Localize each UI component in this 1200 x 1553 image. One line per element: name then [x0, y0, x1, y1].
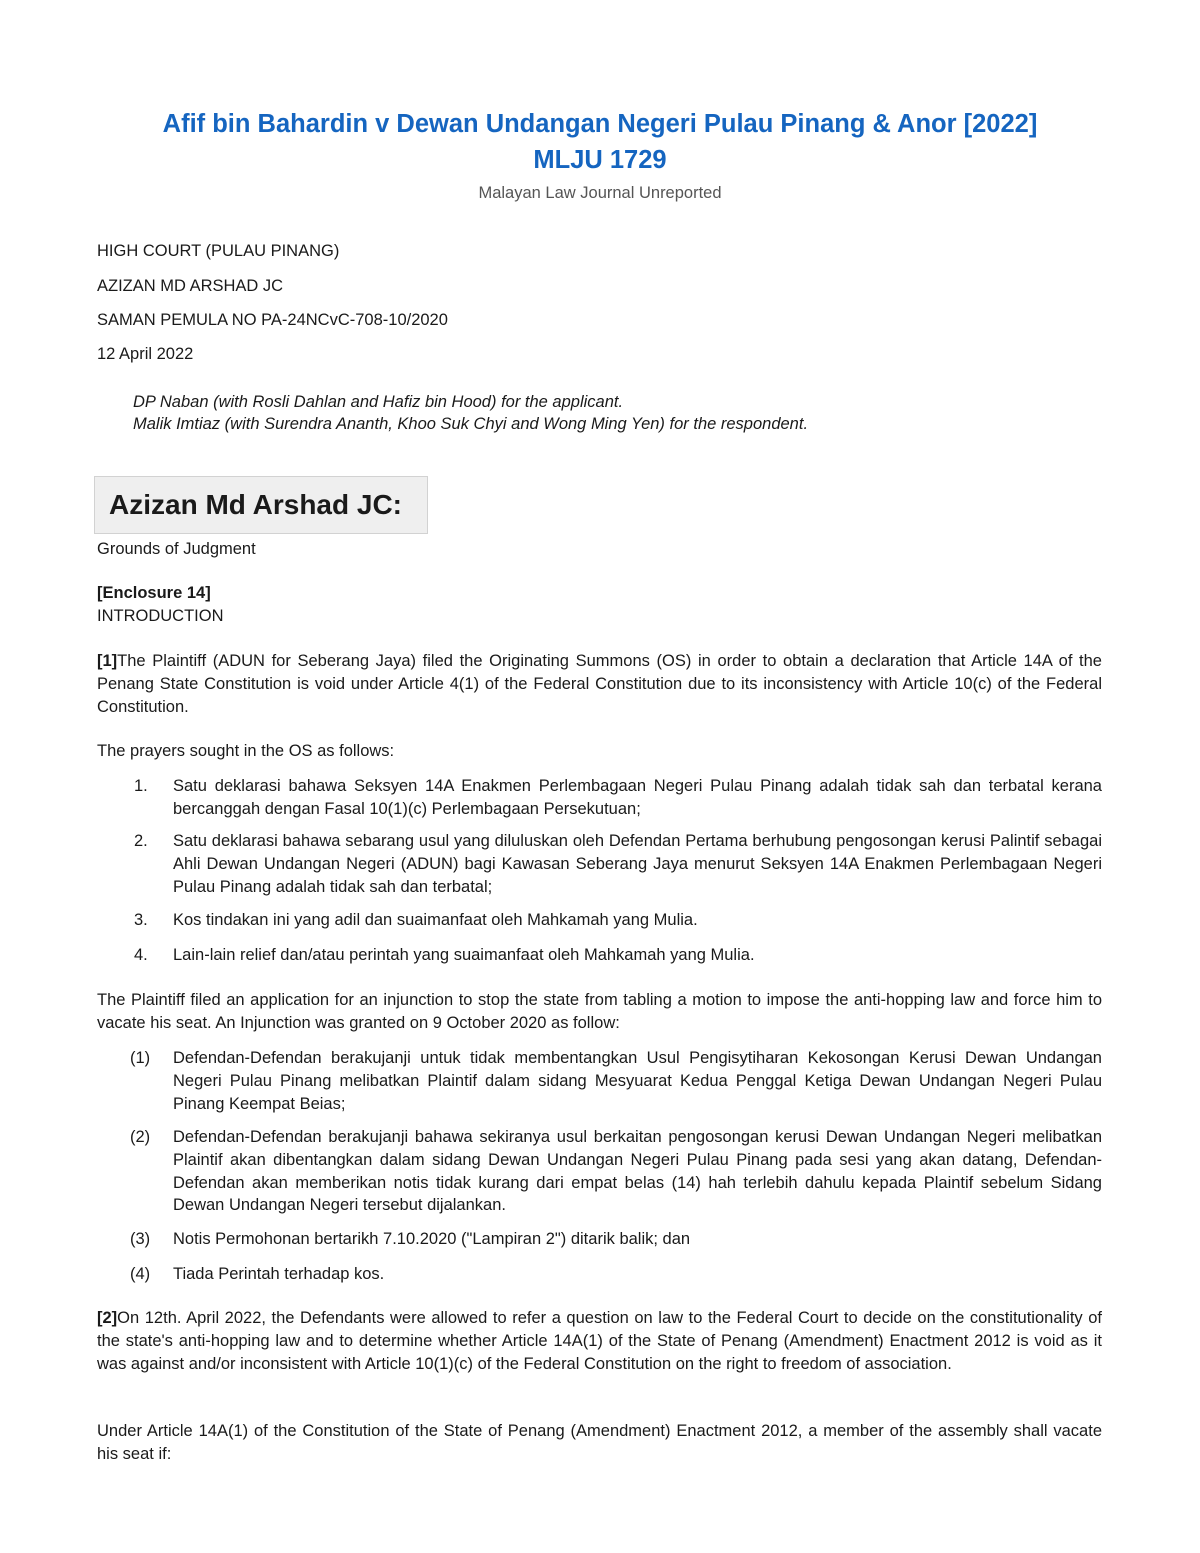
judge-heading-box [94, 476, 428, 534]
list-item-number: 3. [134, 911, 148, 929]
counsel-respondent: Malik Imtiaz (with Surendra Ananth, Khoo Suk Chyi and Wong Ming Yen) for the respondent. [133, 415, 809, 433]
list-item-text: Lain-lain relief dan/atau perintah yang suaimanfaat oleh Mahkamah yang Mulia. [173, 946, 755, 964]
case-title-line1: Afif bin Bahardin v Dewan Undangan Negeri Pulau Pinang & Anor [2022] [162, 110, 1038, 138]
list-item-text: Defendan-Defendan berakujanji bahawa sekiranya usul berkaitan pengosongan kerusi Dewan Undangan Negeri melibatkan Plaintif akan dibentangkan dalam sidang Dewan Undangan Negeri Pulau Pinang pada sesi yang akan datang, Defendan-Defendan akan memberikan notis tidak kurang dari empat belas (14) hah terlebih dahulu kepada Plaintif sebelum Sidang Dewan Undangan Negeri tersebut dijalankan. [173, 1128, 1102, 1215]
counsel-block [133, 391, 808, 435]
case-title-line2: MLJU 1729 [533, 146, 667, 174]
grounds-of-judgment: Grounds of Judgment [97, 540, 256, 558]
paragraph-1-text: The Plaintiff (ADUN for Seberang Jaya) filed the Originating Summons (OS) in order to obtain a declaration that Article 14A of the Penang State Constitution is void under Article 4(1) of the Federal Constitution due to its inconsistency with Article 10(c) of the Federal Constitution. [97, 652, 1102, 716]
list-item-number: (4) [130, 1265, 151, 1283]
judgment-date: 12 April 2022 [97, 345, 194, 363]
case-number: SAMAN PEMULA NO PA-24NCvC-708-10/2020 [97, 311, 448, 329]
list-item-text: Kos tindakan ini yang adil dan suaimanfaat oleh Mahkamah yang Mulia. [173, 911, 698, 929]
paragraph-2 [97, 1307, 1102, 1375]
introduction-heading: INTRODUCTION [97, 606, 224, 625]
list-item-text: Tiada Perintah terhadap kos. [173, 1265, 385, 1283]
list-item-text: Notis Permohonan bertarikh 7.10.2020 ("Lampiran 2") ditarik balik; dan [173, 1230, 691, 1248]
prayers-intro: The prayers sought in the OS as follows: [97, 742, 395, 760]
list-item-number: 2. [134, 832, 148, 850]
counsel-applicant: DP Naban (with Rosli Dahlan and Hafiz bin Hood) for the applicant. [133, 393, 624, 411]
enclosure-label: [Enclosure 14] [97, 584, 211, 602]
list-item-number: (1) [130, 1049, 151, 1067]
paragraph-2-ref: [2] [97, 1309, 118, 1327]
list-item-text: Satu deklarasi bahawa sebarang usul yang diluluskan oleh Defendan Pertama berhubung pengosongan kerusi Palintif sebagai Ahli Dewan Undangan Negeri (ADUN) bagi Kawasan Seberang Jaya menurut Seksyen 14A Enakmen Perlembagaan Negeri Pulau Pinang adalah tidak sah dan terbatal; [173, 832, 1102, 896]
paragraph-2-text: On 12th. April 2022, the Defendants were allowed to refer a question on law to the Federal Court to decide on the constitutionality of the state's anti-hopping law and to determine whether Article 14A(1) of the State of Penang (Amendment) Enactment 2012 is void as it was against and/or inconsistent with Article 10(1)(c) of the Federal Constitution on the right to freedom of association. [97, 1309, 1102, 1373]
list-item-number: 4. [134, 946, 148, 964]
list-item-text: Defendan-Defendan berakujanji untuk tidak membentangkan Usul Pengisytiharan Kekosongan Kerusi Dewan Undangan Negeri Pulau Pinang melibatkan Plaintif dalam sidang Mesyuarat Kedua Penggal Ketiga Dewan Undangan Negeri Pulau Pinang Keempat Beias; [173, 1049, 1102, 1113]
list-item-number: (2) [130, 1128, 151, 1146]
paragraph-3: Under Article 14A(1) of the Constitution of the State of Penang (Amendment) Enactment 2012, a member of the assembly shall vacate his seat if: [97, 1422, 1102, 1463]
journal-name: Malayan Law Journal Unreported [478, 184, 722, 202]
list-item-number: 1. [134, 777, 148, 795]
case-title [100, 106, 1100, 178]
court-name: HIGH COURT (PULAU PINANG) [97, 242, 340, 260]
injunction-intro: The Plaintiff filed an application for an injunction to stop the state from tabling a motion to impose the anti-hopping law and force him to vacate his seat. An Injunction was granted on 9 October 2020 as follow: [97, 991, 1102, 1032]
list-item-text: Satu deklarasi bahawa Seksyen 14A Enakmen Perlembagaan Negeri Pulau Pinang adalah tidak sah dan terbatal kerana bercanggah dengan Fasal 10(1)(c) Perlembagaan Persekutuan; [173, 777, 1102, 818]
paragraph-1 [97, 650, 1102, 718]
judge-heading: Azizan Md Arshad JC: [109, 489, 402, 520]
judge-name: AZIZAN MD ARSHAD JC [97, 277, 284, 295]
enclosure-heading [97, 582, 1102, 628]
list-item-number: (3) [130, 1230, 151, 1248]
paragraph-1-ref: [1] [97, 652, 118, 670]
